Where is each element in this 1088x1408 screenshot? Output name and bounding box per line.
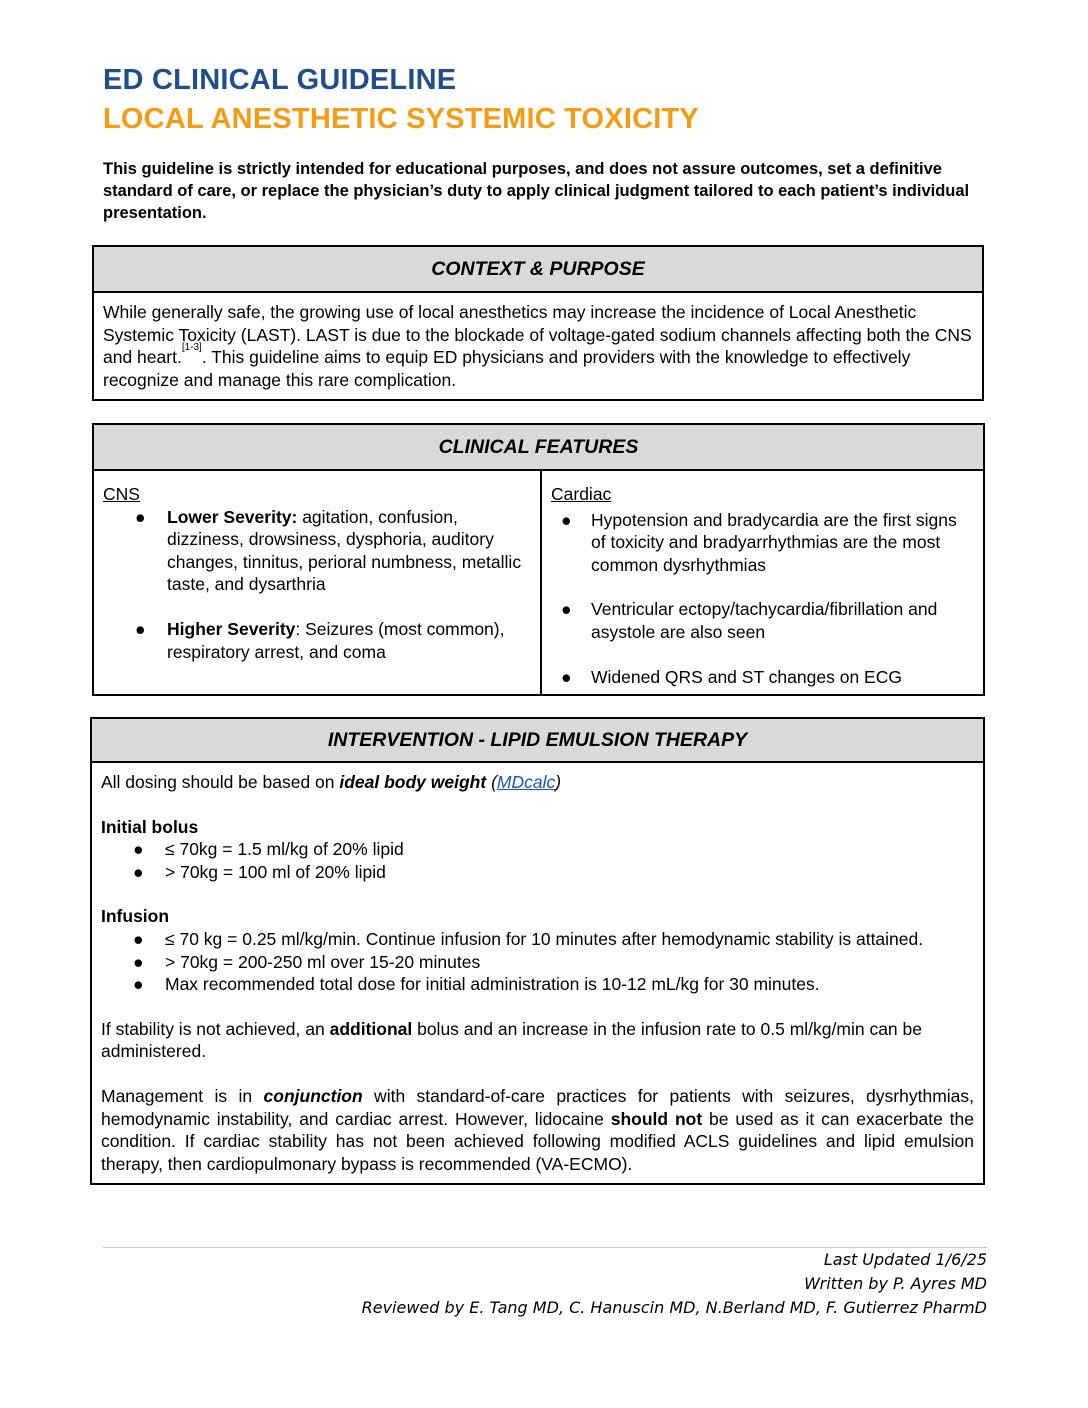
bullet-icon: ●: [133, 928, 144, 949]
stability-note: If stability is not achieved, an additional bolus and an increase in the infusion rate to 0.5 ml/kg/min can be administered.: [101, 1018, 922, 1062]
bullet-icon: ●: [561, 509, 572, 530]
list-item: ● Max recommended total dose for initial administration is 10-12 mL/kg for 30 minutes.: [133, 974, 820, 995]
clinical-features-table: [92, 423, 985, 696]
last-updated: Last Updated 1/6/25: [823, 1250, 987, 1269]
list-item: ● ≤ 70 kg = 0.25 ml/kg/min. Continue infusion for 10 minutes after hemodynamic stability is attained.: [133, 928, 924, 949]
context-text: While generally safe, the growing use of local anesthetics may increase the incidence of Local Anesthetic Systemic Toxicity (LAST). LAST is due to the blockade of voltage-gated sodium channels affecting both the CNS and heart.[1-3]. This guideline aims to equip ED physicians and providers with the knowledge to effectively recognize and manage this rare complication.: [93, 292, 983, 400]
context-heading: CONTEXT & PURPOSE: [93, 246, 983, 292]
intervention-heading: INTERVENTION - LIPID EMULSION THERAPY: [91, 718, 984, 762]
list-item: ● Hypotension and bradycardia are the first signs of toxicity and bradyarrhythmias are the most common dysrhythmias: [561, 509, 957, 575]
cns-label: CNS: [103, 484, 140, 504]
intervention-table: [90, 717, 985, 1185]
clinical-heading: CLINICAL FEATURES: [93, 424, 984, 470]
cardiac-cell: [541, 470, 984, 695]
bullet-icon: ●: [133, 839, 144, 860]
cns-cell: [93, 470, 541, 695]
reviewed-by: Reviewed by E. Tang MD, C. Hanuscin MD, N.Berland MD, F. Gutierrez PharmD: [361, 1298, 987, 1317]
written-by: Written by P. Ayres MD: [804, 1274, 987, 1293]
bullet-icon: ●: [133, 974, 144, 995]
footer-divider: [103, 1247, 987, 1248]
management-note: Management is in conjunction with standard-of-care practices for patients with seizures, dysrhythmias, hemodynamic instability, and cardiac arrest. However, lidocaine should not be used as it can exacerbate the condition. If cardiac stability has not been achieved following modified ACLS guidelines and lipid emulsion therapy, then cardiopulmonary bypass is recommended (VA-ECMO).: [101, 1085, 975, 1174]
list-item: ● > 70kg = 100 ml of 20% lipid: [133, 861, 386, 882]
cardiac-label: Cardiac: [551, 484, 612, 504]
page-subtitle: LOCAL ANESTHETIC SYSTEMIC TOXICITY: [103, 103, 699, 135]
intervention-body: [91, 762, 984, 1184]
list-item: ● Widened QRS and ST changes on ECG: [561, 666, 902, 687]
bullet-icon: ●: [133, 861, 144, 882]
citation: [1-3]: [181, 342, 202, 354]
list-item: ● Higher Severity: Seizures (most common), respiratory arrest, and coma: [135, 618, 505, 662]
bullet-icon: ●: [133, 951, 144, 972]
dosing-note: All dosing should be based on ideal body weight (MDcalc): [101, 772, 562, 792]
list-item: ● Ventricular ectopy/tachycardia/fibrillation and asystole are also seen: [561, 599, 938, 642]
list-item: ● ≤ 70kg = 1.5 ml/kg of 20% lipid: [133, 839, 404, 860]
context-table: [92, 245, 984, 401]
bullet-icon: ●: [561, 599, 572, 620]
bullet-icon: ●: [135, 506, 146, 527]
bullet-icon: ●: [561, 666, 572, 687]
bolus-label: Initial bolus: [101, 816, 199, 837]
infusion-label: Infusion: [101, 906, 170, 927]
mdcalc-link[interactable]: MDcalc: [496, 772, 556, 792]
list-item: ● > 70kg = 200-250 ml over 15-20 minutes: [133, 951, 481, 972]
page-title: ED CLINICAL GUIDELINE: [103, 64, 457, 96]
disclaimer: This guideline is strictly intended for educational purposes, and does not assure outcomes, set a definitive standard of care, or replace the physician’s duty to apply clinical judgment tailored to each patient’s individual presentation.: [103, 160, 970, 222]
list-item: ● Lower Severity: agitation, confusion, dizziness, drowsiness, dysphoria, auditory changes, tinnitus, perioral numbness, metallic taste, and dysarthria: [135, 506, 522, 595]
bullet-icon: ●: [135, 618, 146, 639]
